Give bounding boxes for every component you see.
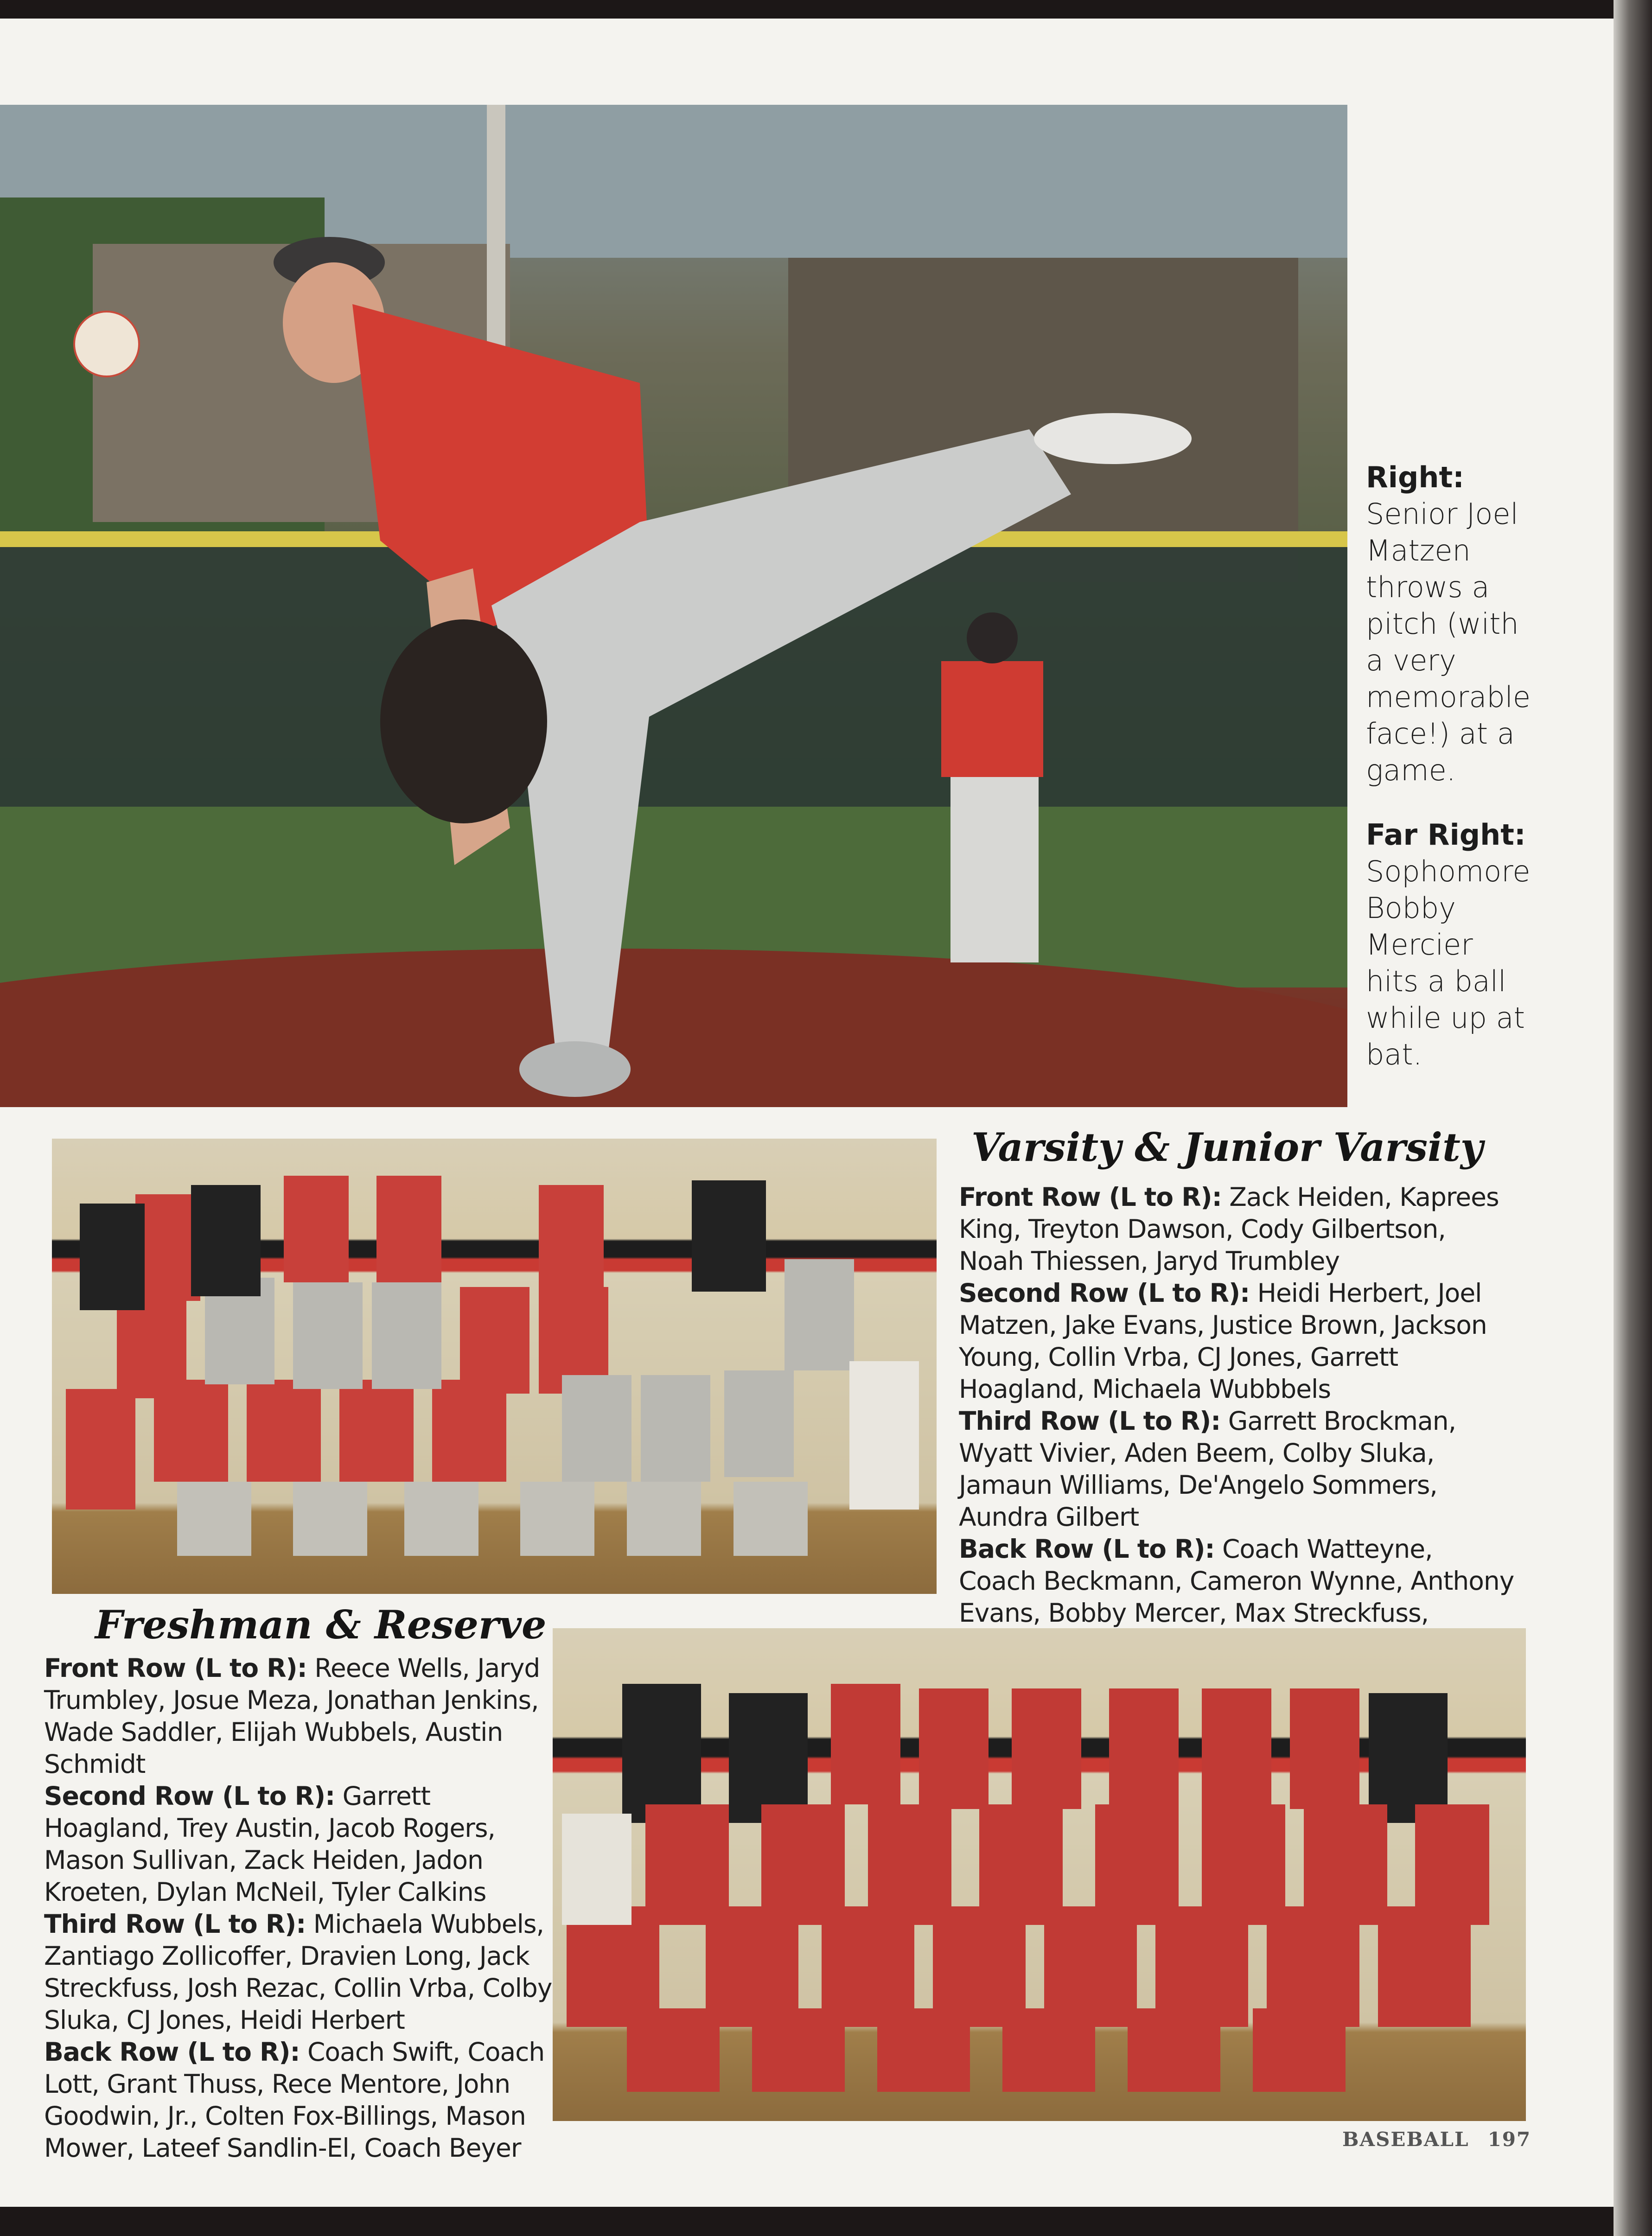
- row-names: Heidi Herbert, Joel Matzen, Jake Evans, Justice Brown, Jackson Young, Collin Vrba, CJ Jones, Garrett Hoagland, Michaela Wubbbels: [959, 1278, 1487, 1404]
- varsity-third-row: [959, 1405, 1515, 1533]
- varsity-team-illustration: [52, 1139, 937, 1594]
- page-number: 197: [1487, 2128, 1531, 2151]
- page-folio: [1342, 2128, 1531, 2151]
- freshman-back-row: [44, 2036, 554, 2164]
- freshman-third-row: [44, 1908, 554, 2036]
- freshman-second-row: [44, 1780, 554, 1908]
- far-right-caption: [1366, 816, 1533, 1073]
- row-names: Michaela Wubbels, Zantiago Zollicoffer, Dravien Long, Jack Streckfuss, Josh Rezac, Collin Vrba, Colby Sluka, CJ Jones, Heidi Herbert: [44, 1909, 552, 2035]
- varsity-roster-text: [959, 1181, 1515, 1693]
- far-right-caption-label: Far Right:: [1366, 818, 1526, 852]
- freshman-roster-title: Freshman & Reserve: [95, 1602, 547, 1648]
- row-names: Reece Wells, Jaryd Trumbley, Josue Meza, Jonathan Jenkins, Wade Saddler, Elijah Wubbels, Austin Schmidt: [44, 1653, 540, 1779]
- varsity-second-row: [959, 1277, 1515, 1405]
- pitcher-photo-illustration: [0, 105, 1347, 1107]
- row-label: Third Row (L to R):: [959, 1406, 1221, 1436]
- row-names: Zack Heiden, Kaprees King, Treyton Dawson, Cody Gilbertson, Noah Thiessen, Jaryd Trumbley: [959, 1182, 1499, 1276]
- right-caption-text: Senior Joel Matzen throws a pitch (with a very memorable face!) at a game.: [1366, 497, 1531, 787]
- row-label: Third Row (L to R):: [44, 1909, 306, 1939]
- row-names: Coach Watteyne, Coach Beckmann, Cameron Wynne, Anthony Evans, Bobby Mercer, Max Streckfuss,: [959, 1534, 1514, 1628]
- varsity-team-photo: [52, 1139, 937, 1594]
- row-label: Front Row (L to R):: [44, 1653, 307, 1683]
- far-right-caption-text: Sophomore Bobby Mercier hits a ball while up at bat.: [1366, 854, 1531, 1071]
- row-label: Second Row (L to R):: [959, 1278, 1250, 1308]
- row-label: Front Row (L to R):: [959, 1182, 1222, 1212]
- row-names: Garrett Hoagland, Trey Austin, Jacob Rogers, Mason Sullivan, Zack Heiden, Jadon Kroeten, Dylan McNeil, Tyler Calkins: [44, 1781, 496, 1907]
- varsity-front-row: [959, 1181, 1515, 1277]
- right-caption-label: Right:: [1366, 460, 1464, 494]
- row-names: Coach Swift, Coach Lott, Grant Thuss, Rece Mentore, John Goodwin, Jr., Colten Fox-Billings, Mason Mower, Lateef Sandlin-El, Coach Beyer: [44, 2037, 545, 2163]
- row-names: Garrett Brockman, Wyatt Vivier, Aden Beem, Colby Sluka, Jamaun Williams, De'Angelo Sommers, Aundra Gilbert: [959, 1406, 1456, 1532]
- freshman-roster-text: [44, 1652, 554, 2164]
- row-label: Second Row (L to R):: [44, 1781, 335, 1811]
- right-caption: [1366, 459, 1533, 789]
- freshman-team-illustration: [553, 1628, 1526, 2121]
- section-name: BASEBALL: [1342, 2128, 1469, 2151]
- row-label: Back Row (L to R):: [959, 1534, 1215, 1564]
- photo-captions: [1366, 459, 1533, 1101]
- freshman-team-photo: [553, 1628, 1526, 2121]
- freshman-front-row: [44, 1652, 554, 1780]
- varsity-roster-title: Varsity & Junior Varsity: [971, 1124, 1483, 1170]
- row-label: Back Row (L to R):: [44, 2037, 300, 2067]
- pitcher-action-photo: [0, 105, 1347, 1107]
- book-spine-edge: [1614, 0, 1652, 2236]
